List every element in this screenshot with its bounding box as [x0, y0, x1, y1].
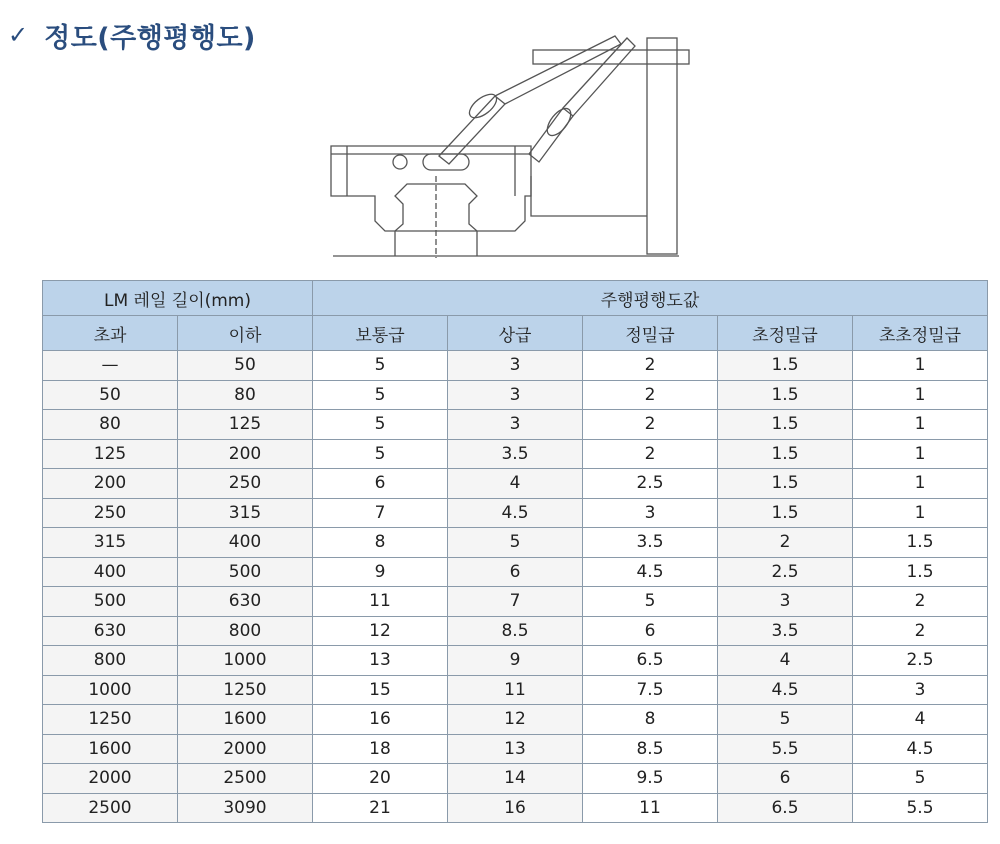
group-header-row [43, 281, 988, 316]
table-cell: 5 [313, 380, 448, 410]
table-row [43, 351, 988, 381]
table-row [43, 528, 988, 558]
table-cell: 80 [43, 410, 178, 440]
table-cell: 400 [178, 528, 313, 558]
table-cell: 4 [853, 705, 988, 735]
table-cell: 2500 [178, 764, 313, 794]
table-row [43, 410, 988, 440]
table-row [43, 587, 988, 617]
table-cell: 2 [583, 410, 718, 440]
table-cell: 3090 [178, 793, 313, 823]
table-cell: 125 [178, 410, 313, 440]
col-header-over: 초과 [43, 316, 178, 351]
table-cell: 630 [178, 587, 313, 617]
table-cell: 630 [43, 616, 178, 646]
table-cell: 1.5 [853, 528, 988, 558]
table-cell: 1.5 [853, 557, 988, 587]
checkmark-icon: ✓ [8, 21, 29, 49]
col-header-precision: 정밀급 [583, 316, 718, 351]
table-cell: 2.5 [853, 646, 988, 676]
table-cell: 1.5 [718, 469, 853, 499]
table-cell: 3.5 [718, 616, 853, 646]
table-cell: 16 [313, 705, 448, 735]
table-cell: 18 [313, 734, 448, 764]
table-cell: 6.5 [583, 646, 718, 676]
table-cell: 5 [313, 439, 448, 469]
table-cell: 3.5 [448, 439, 583, 469]
sub-header-row [43, 316, 988, 351]
table-cell: 1250 [178, 675, 313, 705]
table-cell: 3 [448, 380, 583, 410]
table-cell: 125 [43, 439, 178, 469]
table-cell: 15 [313, 675, 448, 705]
table-cell: 11 [313, 587, 448, 617]
table-cell: 1000 [178, 646, 313, 676]
table-cell: 500 [43, 587, 178, 617]
table-cell: 250 [43, 498, 178, 528]
table-row [43, 439, 988, 469]
table-cell: 11 [448, 675, 583, 705]
table-row [43, 734, 988, 764]
table-cell: 200 [178, 439, 313, 469]
table-cell: 50 [178, 351, 313, 381]
table-cell: 1 [853, 439, 988, 469]
table-cell: 5.5 [853, 793, 988, 823]
table-cell: 11 [583, 793, 718, 823]
col-header-high: 상급 [448, 316, 583, 351]
table-cell: 1 [853, 498, 988, 528]
table-cell: 8.5 [583, 734, 718, 764]
table-cell: 1000 [43, 675, 178, 705]
table-cell: 5 [313, 410, 448, 440]
table-cell: 5 [853, 764, 988, 794]
table-cell: 1.5 [718, 380, 853, 410]
table-row [43, 764, 988, 794]
table-cell: 500 [178, 557, 313, 587]
table-cell: 6 [718, 764, 853, 794]
table-cell: 16 [448, 793, 583, 823]
table-cell: 7 [448, 587, 583, 617]
table-cell: 1 [853, 380, 988, 410]
table-cell: 2 [583, 351, 718, 381]
table-cell: 800 [43, 646, 178, 676]
table-cell: 9 [448, 646, 583, 676]
rail-length-header: LM 레일 길이(mm) [43, 281, 313, 316]
table-cell: 1.5 [718, 439, 853, 469]
table-cell: 5 [313, 351, 448, 381]
table-cell: 5.5 [718, 734, 853, 764]
table-cell: 8 [313, 528, 448, 558]
col-header-ultra-precision: 초초정밀급 [853, 316, 988, 351]
table-cell: 3 [448, 351, 583, 381]
table-cell: 2 [583, 380, 718, 410]
table-cell: 4.5 [853, 734, 988, 764]
table-cell: 1600 [43, 734, 178, 764]
table-row [43, 646, 988, 676]
table-row [43, 675, 988, 705]
table-cell: 800 [178, 616, 313, 646]
table-cell: 2500 [43, 793, 178, 823]
table-cell: 2 [853, 616, 988, 646]
table-cell: 1.5 [718, 351, 853, 381]
table-cell: 4.5 [718, 675, 853, 705]
table-cell: 4 [448, 469, 583, 499]
table-cell: 3 [583, 498, 718, 528]
table-cell: 12 [448, 705, 583, 735]
table-cell: 1.5 [718, 410, 853, 440]
table-cell: 8.5 [448, 616, 583, 646]
table-cell: 200 [43, 469, 178, 499]
table-cell: 4.5 [448, 498, 583, 528]
table-cell: 2.5 [583, 469, 718, 499]
table-cell: 2 [583, 439, 718, 469]
col-header-normal: 보통급 [313, 316, 448, 351]
table-cell: 8 [583, 705, 718, 735]
table-cell: 5 [448, 528, 583, 558]
table-row [43, 616, 988, 646]
table-row [43, 469, 988, 499]
table-cell: 5 [583, 587, 718, 617]
table-cell: 4.5 [583, 557, 718, 587]
table-row [43, 793, 988, 823]
table-cell: 14 [448, 764, 583, 794]
table-cell: 6 [448, 557, 583, 587]
col-header-under: 이하 [178, 316, 313, 351]
table-cell: 3 [718, 587, 853, 617]
running-parallelism-table [42, 280, 988, 823]
table-row [43, 705, 988, 735]
table-cell: 21 [313, 793, 448, 823]
table-cell: 1.5 [718, 498, 853, 528]
page-title: 정도(주행평행도) [44, 22, 256, 54]
table-cell: 3.5 [583, 528, 718, 558]
table-cell: 3 [853, 675, 988, 705]
table-cell: 315 [43, 528, 178, 558]
table-cell: 6 [583, 616, 718, 646]
section-heading [8, 12, 256, 58]
table-row [43, 380, 988, 410]
table-cell: 5 [718, 705, 853, 735]
table-cell: 7 [313, 498, 448, 528]
parallelism-value-header: 주행평행도값 [313, 281, 988, 316]
table-cell: 315 [178, 498, 313, 528]
table-cell: 80 [178, 380, 313, 410]
table-cell: 3 [448, 410, 583, 440]
table-cell: 13 [448, 734, 583, 764]
measurement-setup-diagram [325, 26, 697, 266]
table-row [43, 498, 988, 528]
table-cell: 13 [313, 646, 448, 676]
table-cell: 20 [313, 764, 448, 794]
table-cell: 12 [313, 616, 448, 646]
table-row [43, 557, 988, 587]
table-cell: 2000 [43, 764, 178, 794]
table-cell: 1 [853, 469, 988, 499]
table-cell: 2 [853, 587, 988, 617]
table-cell: 9 [313, 557, 448, 587]
table-cell: 2 [718, 528, 853, 558]
table-cell: 9.5 [583, 764, 718, 794]
table-cell: — [43, 351, 178, 381]
table-cell: 400 [43, 557, 178, 587]
table-cell: 4 [718, 646, 853, 676]
table-cell: 2000 [178, 734, 313, 764]
table-cell: 6.5 [718, 793, 853, 823]
table-cell: 1250 [43, 705, 178, 735]
table-cell: 1 [853, 351, 988, 381]
table-cell: 6 [313, 469, 448, 499]
col-header-super-precision: 초정밀급 [718, 316, 853, 351]
table-cell: 1600 [178, 705, 313, 735]
table-cell: 1 [853, 410, 988, 440]
table-cell: 50 [43, 380, 178, 410]
table-cell: 7.5 [583, 675, 718, 705]
table-cell: 250 [178, 469, 313, 499]
table-cell: 2.5 [718, 557, 853, 587]
